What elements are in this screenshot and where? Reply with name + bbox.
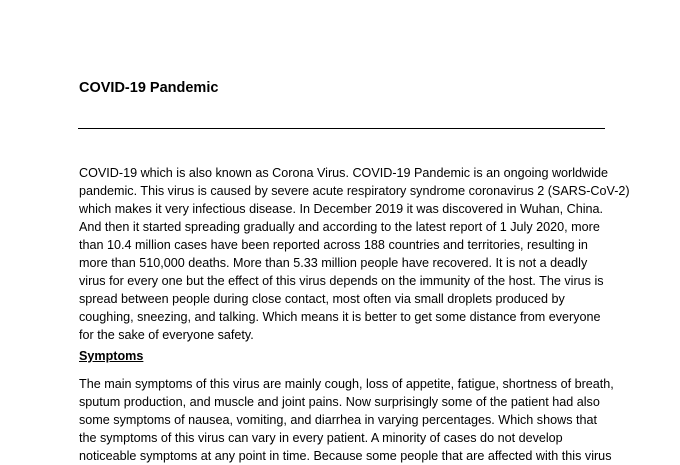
page-title: COVID-19 Pandemic xyxy=(79,80,219,96)
paragraph-line: virus for every one but the effect of this virus depends on the immunity of the host. The virus is xyxy=(79,274,604,288)
paragraph-line: the symptoms of this virus can vary in every patient. A minority of cases do not develop xyxy=(79,431,563,445)
section-heading-symptoms: Symptoms xyxy=(79,349,144,363)
paragraph-line: more than 510,000 deaths. More than 5.33 million people have recovered. It is not a deadly xyxy=(79,256,588,270)
paragraph-line: noticeable symptoms at any point in time. Because some people that are affected with this virus xyxy=(79,449,612,463)
intro-paragraph xyxy=(79,164,630,344)
paragraph-line: than 10.4 million cases have been reported across 188 countries and territories, resulting in xyxy=(79,238,588,252)
paragraph-line: The main symptoms of this virus are mainly cough, loss of appetite, fatigue, shortness of breath, xyxy=(79,377,614,391)
paragraph-line: And then it started spreading gradually and according to the latest report of 1 July 2020, more xyxy=(79,220,600,234)
paragraph-line: COVID-19 which is also known as Corona Virus. COVID-19 Pandemic is an ongoing worldwide xyxy=(79,166,608,180)
paragraph-line: for the sake of everyone safety. xyxy=(79,328,254,342)
symptoms-paragraph xyxy=(79,375,619,465)
paragraph-line: which makes it very infectious disease. In December 2019 it was discovered in Wuhan, China. xyxy=(79,202,604,216)
title-divider xyxy=(78,128,605,129)
paragraph-line: pandemic. This virus is caused by severe acute respiratory syndrome coronavirus 2 (SARS-CoV-2) xyxy=(79,184,630,198)
paragraph-line: sputum production, and muscle and joint pains. Now surprisingly some of the patient had also xyxy=(79,395,600,409)
paragraph-line: coughing, sneezing, and talking. Which means it is better to get some distance from everyone xyxy=(79,310,601,324)
paragraph-line: spread between people during close contact, most often via small droplets produced by xyxy=(79,292,565,306)
paragraph-line: some symptoms of nausea, vomiting, and diarrhea in varying percentages. Which shows that xyxy=(79,413,597,427)
